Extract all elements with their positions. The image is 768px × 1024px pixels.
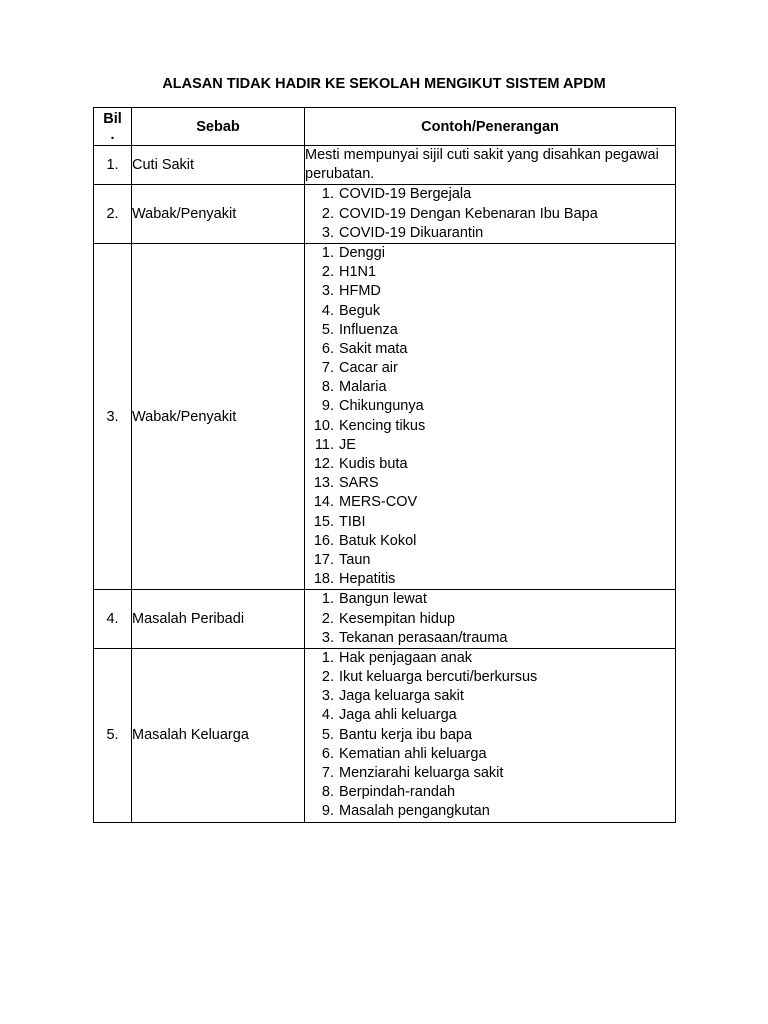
list-item-number: 2. <box>321 205 334 222</box>
row-number: 4. <box>94 590 132 649</box>
list-item <box>305 474 675 493</box>
table-row <box>94 590 676 649</box>
list-item <box>305 745 675 764</box>
row-contoh <box>305 648 676 822</box>
list-item-number: 14. <box>313 494 334 511</box>
list-item <box>305 397 675 416</box>
list-item-text: Berpindah-randah <box>339 784 456 801</box>
row-sebab: Cuti Sakit <box>132 146 305 185</box>
list-item-text: JE <box>339 436 356 453</box>
list-item-number: 1. <box>321 649 334 666</box>
table-row <box>94 243 676 589</box>
list-item <box>305 282 675 301</box>
table-row <box>94 185 676 244</box>
list-item <box>305 436 675 455</box>
list-item <box>305 224 675 243</box>
list-item-text: COVID-19 Dikuarantin <box>339 224 484 241</box>
list-item-text: Batuk Kokol <box>339 532 417 549</box>
list-item-text: Chikungunya <box>339 398 424 415</box>
list-item-text: Beguk <box>339 302 381 319</box>
list-item <box>305 455 675 474</box>
list-item-text: Masalah pengangkutan <box>339 803 490 820</box>
list-item-text: Influenza <box>339 321 398 338</box>
list-item-number: 9. <box>321 803 334 820</box>
contoh-list <box>305 590 675 648</box>
list-item <box>305 706 675 725</box>
list-item-number: 3. <box>321 224 334 241</box>
list-item-text: Kematian ahli keluarga <box>339 745 487 762</box>
list-item-number: 12. <box>313 456 334 473</box>
list-item-number: 5. <box>321 321 334 338</box>
list-item <box>305 359 675 378</box>
list-item <box>305 649 675 668</box>
list-item <box>305 629 675 648</box>
list-item <box>305 668 675 687</box>
list-item <box>305 764 675 783</box>
list-item <box>305 340 675 359</box>
list-item-number: 5. <box>321 726 334 743</box>
list-item <box>305 687 675 706</box>
list-item-text: Hak penjagaan anak <box>339 649 473 666</box>
row-contoh: Mesti mempunyai sijil cuti sakit yang disahkan pegawai perubatan. <box>305 146 676 185</box>
list-item <box>305 551 675 570</box>
list-item-text: Menziarahi keluarga sakit <box>339 765 504 782</box>
list-item-number: 2. <box>321 610 334 627</box>
list-item <box>305 783 675 802</box>
list-item-number: 6. <box>321 340 334 357</box>
row-contoh <box>305 590 676 649</box>
list-item-number: 8. <box>321 379 334 396</box>
list-item-text: COVID-19 Bergejala <box>339 186 472 203</box>
list-item <box>305 493 675 512</box>
list-item <box>305 185 675 204</box>
header-bil <box>94 108 132 146</box>
list-item <box>305 590 675 609</box>
list-item <box>305 532 675 551</box>
list-item <box>305 263 675 282</box>
list-item <box>305 726 675 745</box>
list-item-number: 1. <box>321 591 334 608</box>
list-item-text: H1N1 <box>339 264 377 281</box>
list-item-number: 8. <box>321 784 334 801</box>
list-item-number: 3. <box>321 629 334 646</box>
list-item-text: Kudis buta <box>339 456 408 473</box>
header-contoh: Contoh/Penerangan <box>305 108 676 146</box>
list-item-number: 13. <box>313 475 334 492</box>
list-item <box>305 205 675 224</box>
list-item-number: 18. <box>313 571 334 588</box>
list-item-text: MERS-COV <box>339 494 418 511</box>
contoh-list <box>305 649 675 822</box>
list-item-text: SARS <box>339 475 379 492</box>
list-item-text: Jaga keluarga sakit <box>339 688 464 705</box>
list-item-number: 3. <box>321 283 334 300</box>
header-bil-label: Bil <box>103 110 122 127</box>
header-bil-dot: . <box>110 126 115 143</box>
list-item-text: Ikut keluarga bercuti/berkursus <box>339 669 538 686</box>
list-item-number: 1. <box>321 186 334 203</box>
list-item-number: 15. <box>313 513 334 530</box>
list-item-text: Cacar air <box>339 360 398 377</box>
list-item-number: 1. <box>321 244 334 261</box>
list-item-number: 3. <box>321 688 334 705</box>
list-item-number: 11. <box>314 436 334 453</box>
list-item-text: Sakit mata <box>339 340 408 357</box>
list-item-text: COVID-19 Dengan Kebenaran Ibu Bapa <box>339 205 598 222</box>
list-item-text: Denggi <box>339 244 385 261</box>
list-item-text: Kesempitan hidup <box>339 610 456 627</box>
list-item-number: 7. <box>321 360 334 377</box>
list-item-text: Hepatitis <box>339 571 396 588</box>
list-item-number: 6. <box>321 745 334 762</box>
list-item-number: 2. <box>321 669 334 686</box>
list-item-number: 9. <box>321 398 334 415</box>
list-item-text: Malaria <box>339 379 387 396</box>
list-item-text: Tekanan perasaan/trauma <box>339 629 508 646</box>
row-sebab: Masalah Peribadi <box>132 590 305 649</box>
list-item-text: Jaga ahli keluarga <box>339 707 457 724</box>
list-item-number: 10. <box>313 417 334 434</box>
list-item-number: 7. <box>321 765 334 782</box>
list-item-text: Bantu kerja ibu bapa <box>339 726 473 743</box>
list-item-text: TIBI <box>339 513 366 530</box>
header-sebab: Sebab <box>132 108 305 146</box>
row-number: 2. <box>94 185 132 244</box>
row-number: 5. <box>94 648 132 822</box>
list-item-number: 16. <box>313 532 334 549</box>
list-item-number: 17. <box>313 551 334 568</box>
list-item <box>305 244 675 263</box>
row-number: 3. <box>94 243 132 589</box>
list-item <box>305 417 675 436</box>
table-row <box>94 146 676 185</box>
list-item <box>305 378 675 397</box>
absence-reasons-table <box>93 107 676 823</box>
list-item <box>305 802 675 821</box>
list-item <box>305 302 675 321</box>
document-title: ALASAN TIDAK HADIR KE SEKOLAH MENGIKUT SISTEM APDM <box>162 76 606 92</box>
list-item-text: Kencing tikus <box>339 417 426 434</box>
row-sebab: Masalah Keluarga <box>132 648 305 822</box>
list-item <box>305 570 675 589</box>
table-row <box>94 648 676 822</box>
contoh-list <box>305 185 675 243</box>
list-item <box>305 610 675 629</box>
list-item-number: 4. <box>321 707 334 724</box>
row-sebab: Wabak/Penyakit <box>132 243 305 589</box>
list-item-number: 4. <box>321 302 334 319</box>
list-item-text: Bangun lewat <box>339 591 427 608</box>
row-sebab: Wabak/Penyakit <box>132 185 305 244</box>
table-header-row <box>94 108 676 146</box>
row-contoh <box>305 185 676 244</box>
list-item-text: HFMD <box>339 283 381 300</box>
contoh-list <box>305 244 675 589</box>
row-contoh <box>305 243 676 589</box>
list-item <box>305 321 675 340</box>
list-item <box>305 513 675 532</box>
list-item-number: 2. <box>321 264 334 281</box>
row-number: 1. <box>94 146 132 185</box>
list-item-text: Taun <box>339 551 371 568</box>
